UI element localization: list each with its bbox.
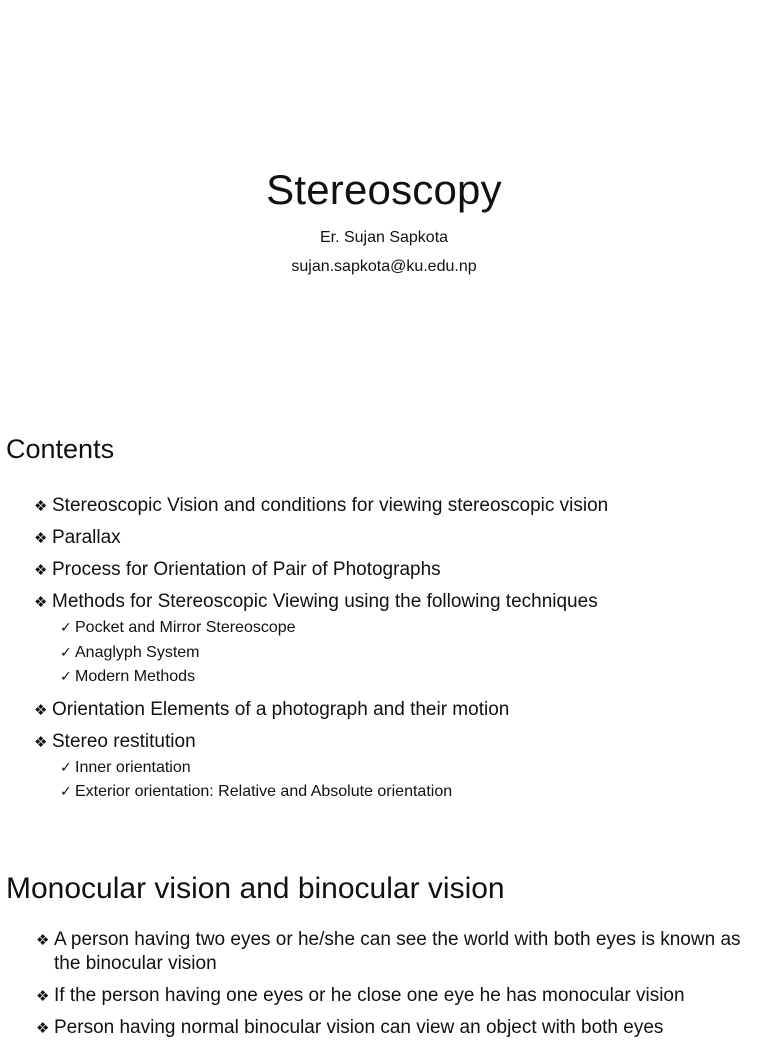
diamond-bullet-icon: ❖ (34, 561, 48, 579)
sub-list-item-text: Inner orientation (75, 758, 191, 776)
list-item (34, 730, 754, 754)
contents-heading: Contents (6, 434, 115, 464)
list-item (34, 590, 754, 614)
sub-list-item (60, 780, 754, 805)
diamond-bullet-icon: ❖ (34, 700, 48, 719)
checkmark-icon: ✓ (60, 784, 72, 800)
list-item-text: Parallax (52, 527, 121, 548)
list-item (34, 558, 754, 582)
sub-list-item (60, 616, 754, 641)
checkmark-icon: ✓ (60, 669, 72, 685)
sub-list-item (60, 641, 754, 666)
list-item (34, 526, 754, 550)
list-item-text: Orientation Elements of a photograph and their motion (52, 698, 510, 720)
list-item-text: A person having two eyes or he/she can see the world with both eyes is known as the binocular vision (54, 929, 741, 974)
diamond-bullet-icon: ❖ (34, 529, 48, 547)
list-item-text: Person having normal binocular vision can view an object with both eyes (54, 1017, 664, 1038)
list-item-text: Process for Orientation of Pair of Photographs (52, 559, 441, 580)
sub-list-item-text: Pocket and Mirror Stereoscope (75, 619, 296, 636)
diamond-bullet-icon: ❖ (36, 987, 50, 1005)
checkmark-icon: ✓ (60, 759, 72, 776)
checkmark-icon: ✓ (60, 644, 72, 661)
monocular-heading: Monocular vision and binocular vision (6, 872, 505, 905)
list-item (34, 494, 754, 518)
sub-list-item (60, 665, 754, 690)
list-item (34, 698, 754, 722)
list-item (36, 984, 756, 1008)
sub-list (60, 616, 754, 690)
diamond-bullet-icon: ❖ (34, 593, 48, 611)
contents-list (34, 494, 754, 813)
diamond-bullet-icon: ❖ (34, 497, 48, 515)
diamond-bullet-icon: ❖ (36, 1019, 50, 1037)
contents-slide (0, 420, 768, 860)
list-item (36, 1016, 756, 1040)
list-item-text: Stereoscopic Vision and conditions for viewing stereoscopic vision (52, 495, 609, 516)
author-name: Er. Sujan Sapkota (319, 229, 449, 246)
title-slide (0, 0, 768, 420)
diamond-bullet-icon: ❖ (34, 732, 48, 751)
diamond-bullet-icon: ❖ (36, 931, 50, 949)
sub-list-item-text: Anaglyph System (75, 643, 200, 661)
monocular-list (36, 928, 756, 1048)
sub-list-item-text: Modern Methods (75, 668, 196, 685)
sub-list-item-text: Exterior orientation: Relative and Absolute orientation (75, 783, 453, 800)
slide-title: Stereoscopy (266, 166, 502, 213)
sub-list-item (60, 756, 754, 781)
list-item-text: Stereo restitution (52, 730, 196, 752)
list-item-text: Methods for Stereoscopic Viewing using the following techniques (52, 591, 598, 612)
sub-list (60, 756, 754, 805)
checkmark-icon: ✓ (60, 620, 72, 636)
list-item-text: If the person having one eyes or he close one eye he has monocular vision (54, 985, 685, 1006)
author-email: sujan.sapkota@ku.edu.np (291, 258, 477, 275)
monocular-vision-slide (0, 860, 768, 1038)
list-item (36, 928, 756, 976)
